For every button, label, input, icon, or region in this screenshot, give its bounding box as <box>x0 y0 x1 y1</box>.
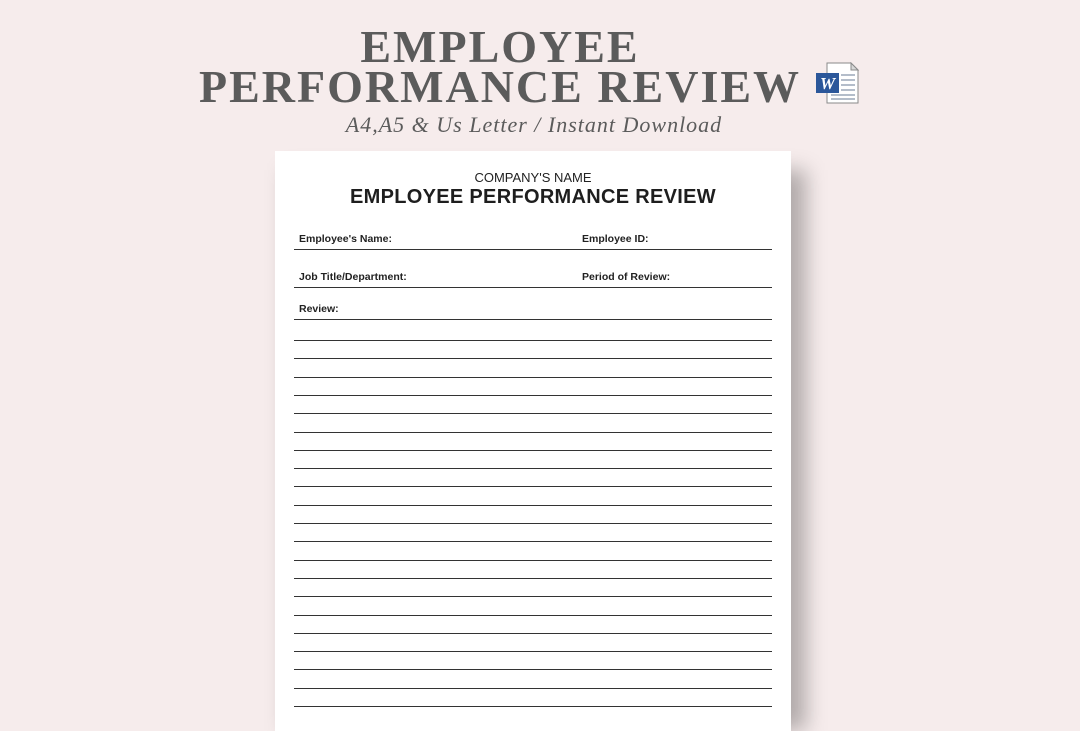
hero-subtitle: A4,A5 & Us Letter / Instant Download <box>345 112 723 137</box>
review-blank-line <box>294 578 772 579</box>
review-blank-line <box>294 560 772 561</box>
review-blank-line <box>294 651 772 652</box>
review-blank-line <box>294 523 772 524</box>
review-label: Review: <box>299 303 339 315</box>
employee-name-label: Employee's Name: <box>299 233 392 245</box>
employee-id-label: Employee ID: <box>582 233 649 245</box>
field-row-review <box>294 303 772 320</box>
review-blank-line <box>294 395 772 396</box>
review-blank-line <box>294 377 772 378</box>
word-document-icon <box>815 62 859 104</box>
review-blank-line <box>294 358 772 359</box>
field-row-employee <box>294 233 772 250</box>
review-blank-line <box>294 468 772 469</box>
period-label: Period of Review: <box>582 271 671 283</box>
document-sheet <box>275 151 791 731</box>
svg-text:W: W <box>819 74 836 93</box>
review-blank-line <box>294 450 772 451</box>
review-blank-line <box>294 596 772 597</box>
review-blank-line <box>294 486 772 487</box>
hero-title-line2: PERFORMANCE REVIEW <box>198 61 802 112</box>
field-row-job <box>294 271 772 288</box>
job-title-label: Job Title/Department: <box>299 271 407 283</box>
review-blank-line <box>294 688 772 689</box>
review-blank-line <box>294 541 772 542</box>
review-blank-line <box>294 432 772 433</box>
review-blank-line <box>294 413 772 414</box>
review-blank-line <box>294 340 772 341</box>
review-blank-line <box>294 633 772 634</box>
review-blank-line <box>294 669 772 670</box>
review-blank-line <box>294 706 772 707</box>
document-title: EMPLOYEE PERFORMANCE REVIEW <box>350 186 716 208</box>
company-name: COMPANY'S NAME <box>474 170 592 185</box>
review-blank-line <box>294 505 772 506</box>
hero-title-line1: EMPLOYEE <box>360 21 640 72</box>
review-blank-line <box>294 615 772 616</box>
